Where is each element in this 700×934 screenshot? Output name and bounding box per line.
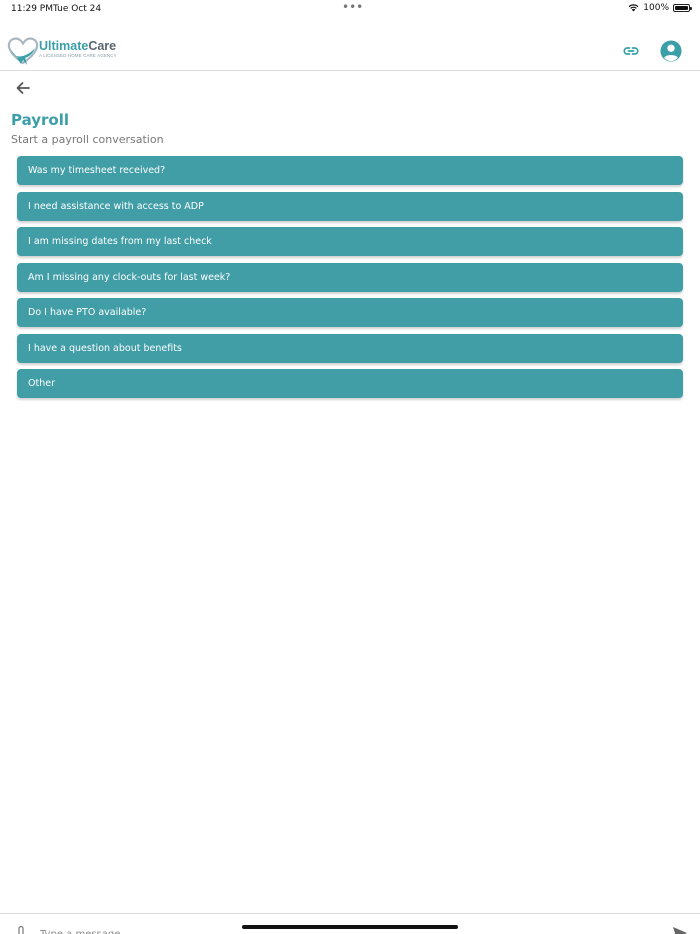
option-missing-clockouts-button[interactable]: Am I missing any clock-outs for last week? <box>17 263 683 292</box>
battery-percent: 100% <box>643 3 669 13</box>
option-other-button[interactable]: Other <box>17 369 683 398</box>
option-timesheet-received-button[interactable]: Was my timesheet received? <box>17 156 683 185</box>
send-icon[interactable] <box>672 926 688 934</box>
app-header <box>0 18 700 71</box>
back-arrow-icon[interactable] <box>15 80 31 96</box>
heart-logo-icon <box>7 36 39 66</box>
logo-name: UltimateCare <box>39 39 117 53</box>
multitasking-dots-icon[interactable]: ••• <box>342 0 364 14</box>
option-missing-dates-button[interactable]: I am missing dates from my last check <box>17 227 683 256</box>
option-pto-available-button[interactable]: Do I have PTO available? <box>17 298 683 327</box>
status-date: Tue Oct 24 <box>53 4 102 14</box>
page-title: Payroll <box>11 111 70 129</box>
link-icon[interactable] <box>622 42 640 60</box>
ultimatecare-logo[interactable] <box>7 36 117 66</box>
home-indicator[interactable] <box>242 925 458 929</box>
page-subtitle: Start a payroll conversation <box>11 133 164 146</box>
battery-icon <box>673 4 690 12</box>
status-time: 11:29 PM <box>11 4 53 14</box>
option-adp-access-button[interactable]: I need assistance with access to ADP <box>17 192 683 221</box>
wifi-icon <box>628 4 639 12</box>
attachment-icon[interactable] <box>16 925 26 934</box>
option-benefits-question-button[interactable]: I have a question about benefits <box>17 334 683 363</box>
payroll-options-list <box>17 156 683 405</box>
status-right <box>628 3 690 13</box>
status-bar <box>0 0 700 18</box>
header-actions <box>622 40 682 62</box>
message-composer <box>0 913 700 934</box>
profile-icon[interactable] <box>660 40 682 62</box>
logo-tagline: A LICENSED HOME CARE AGENCY <box>39 53 117 58</box>
